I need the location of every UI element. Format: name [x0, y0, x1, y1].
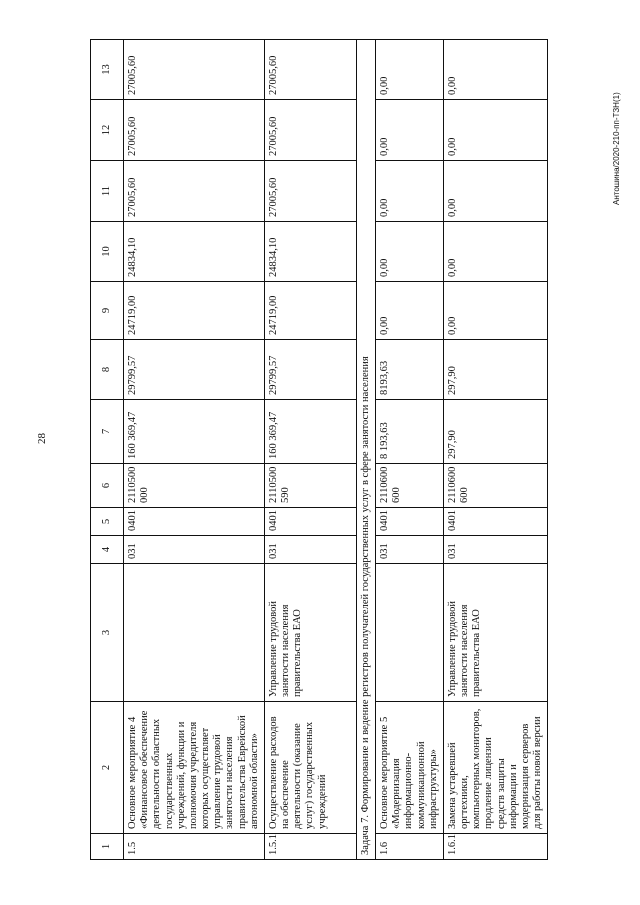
executor: Управление трудовой занятости населения правительства ЕАО [264, 564, 356, 702]
section-row [356, 40, 375, 860]
total-amount: 160 369,47 [264, 400, 356, 464]
amount-col-12: 0,00 [376, 100, 444, 161]
amount-col-13: 27005,60 [124, 40, 265, 100]
activity-name: Замена устаревшей оргтехники, компьютерных мониторов, продление лицензии средств защиты информации и модернизация серверов для работы новой версии [443, 702, 547, 834]
column-number: 4 [91, 536, 124, 564]
table-body [91, 40, 548, 860]
amount-col-8: 8193,63 [376, 340, 444, 400]
document-code: Антошина/2020-210-пп-ТЗН(1) [612, 92, 621, 205]
code-section: 0401 [264, 508, 356, 536]
column-number: 6 [91, 464, 124, 508]
amount-col-9: 0,00 [376, 282, 444, 340]
row-id: 1.5 [124, 834, 265, 860]
executor [376, 564, 444, 702]
amount-col-10: 24834,10 [264, 222, 356, 282]
executor [124, 564, 265, 702]
code-target: 2110500 000 [124, 464, 265, 508]
code-grbs: 031 [264, 536, 356, 564]
code-grbs: 031 [376, 536, 444, 564]
amount-col-8: 29799,57 [264, 340, 356, 400]
amount-col-9: 24719,00 [124, 282, 265, 340]
executor: Управление трудовой занятости населения правительства ЕАО [443, 564, 547, 702]
page-number: 28 [36, 433, 48, 444]
amount-col-11: 0,00 [376, 161, 444, 222]
code-target: 2110500 590 [264, 464, 356, 508]
rotated-table-container [90, 40, 595, 860]
code-grbs: 031 [443, 536, 547, 564]
amount-col-12: 27005,60 [264, 100, 356, 161]
activity-name: Основное мероприятие 5 «Модернизация информационно-коммуникационной инфраструктуры» [376, 702, 444, 834]
amount-col-13: 0,00 [443, 40, 547, 100]
code-grbs: 031 [124, 536, 265, 564]
section-title: Задача 7. Формирование и ведение регистров получателей государственных услуг в сфере занятости населения [356, 40, 375, 860]
row-id: 1.6 [376, 834, 444, 860]
activity-name: Основное мероприятие 4 «Финансовое обеспечение деятельности областных государственных учреждений, функции и полномочия учредителя которых осуществляет управление трудовой занятости населения правительства Еврейской автономной области» [124, 702, 265, 834]
column-number: 2 [91, 702, 124, 834]
amount-col-12: 0,00 [443, 100, 547, 161]
total-amount: 297,90 [443, 400, 547, 464]
budget-table [90, 39, 548, 860]
column-number: 3 [91, 564, 124, 702]
code-target: 2110600 600 [443, 464, 547, 508]
amount-col-12: 27005,60 [124, 100, 265, 161]
column-number: 8 [91, 340, 124, 400]
amount-col-10: 0,00 [443, 222, 547, 282]
column-number: 13 [91, 40, 124, 100]
amount-col-11: 27005,60 [124, 161, 265, 222]
amount-col-13: 27005,60 [264, 40, 356, 100]
column-number: 10 [91, 222, 124, 282]
code-section: 0401 [376, 508, 444, 536]
code-target: 2110600 600 [376, 464, 444, 508]
amount-col-13: 0,00 [376, 40, 444, 100]
total-amount: 8 193,63 [376, 400, 444, 464]
row-id: 1.5.1 [264, 834, 356, 860]
row-id: 1.6.1 [443, 834, 547, 860]
code-section: 0401 [124, 508, 265, 536]
table-row [124, 40, 265, 860]
table-row [443, 40, 547, 860]
column-number: 9 [91, 282, 124, 340]
amount-col-9: 0,00 [443, 282, 547, 340]
column-number: 11 [91, 161, 124, 222]
amount-col-9: 24719,00 [264, 282, 356, 340]
activity-name: Осуществление расходов на обеспечение деятельности (оказание услуг) государственных учреждений [264, 702, 356, 834]
column-number: 12 [91, 100, 124, 161]
amount-col-10: 0,00 [376, 222, 444, 282]
table-row [376, 40, 444, 860]
total-amount: 160 369,47 [124, 400, 265, 464]
table-row [264, 40, 356, 860]
column-number: 5 [91, 508, 124, 536]
amount-col-8: 297,90 [443, 340, 547, 400]
amount-col-11: 0,00 [443, 161, 547, 222]
amount-col-10: 24834,10 [124, 222, 265, 282]
amount-col-8: 29799,57 [124, 340, 265, 400]
column-number: 1 [91, 834, 124, 860]
column-number-row [91, 40, 124, 860]
amount-col-11: 27005,60 [264, 161, 356, 222]
column-number: 7 [91, 400, 124, 464]
code-section: 0401 [443, 508, 547, 536]
